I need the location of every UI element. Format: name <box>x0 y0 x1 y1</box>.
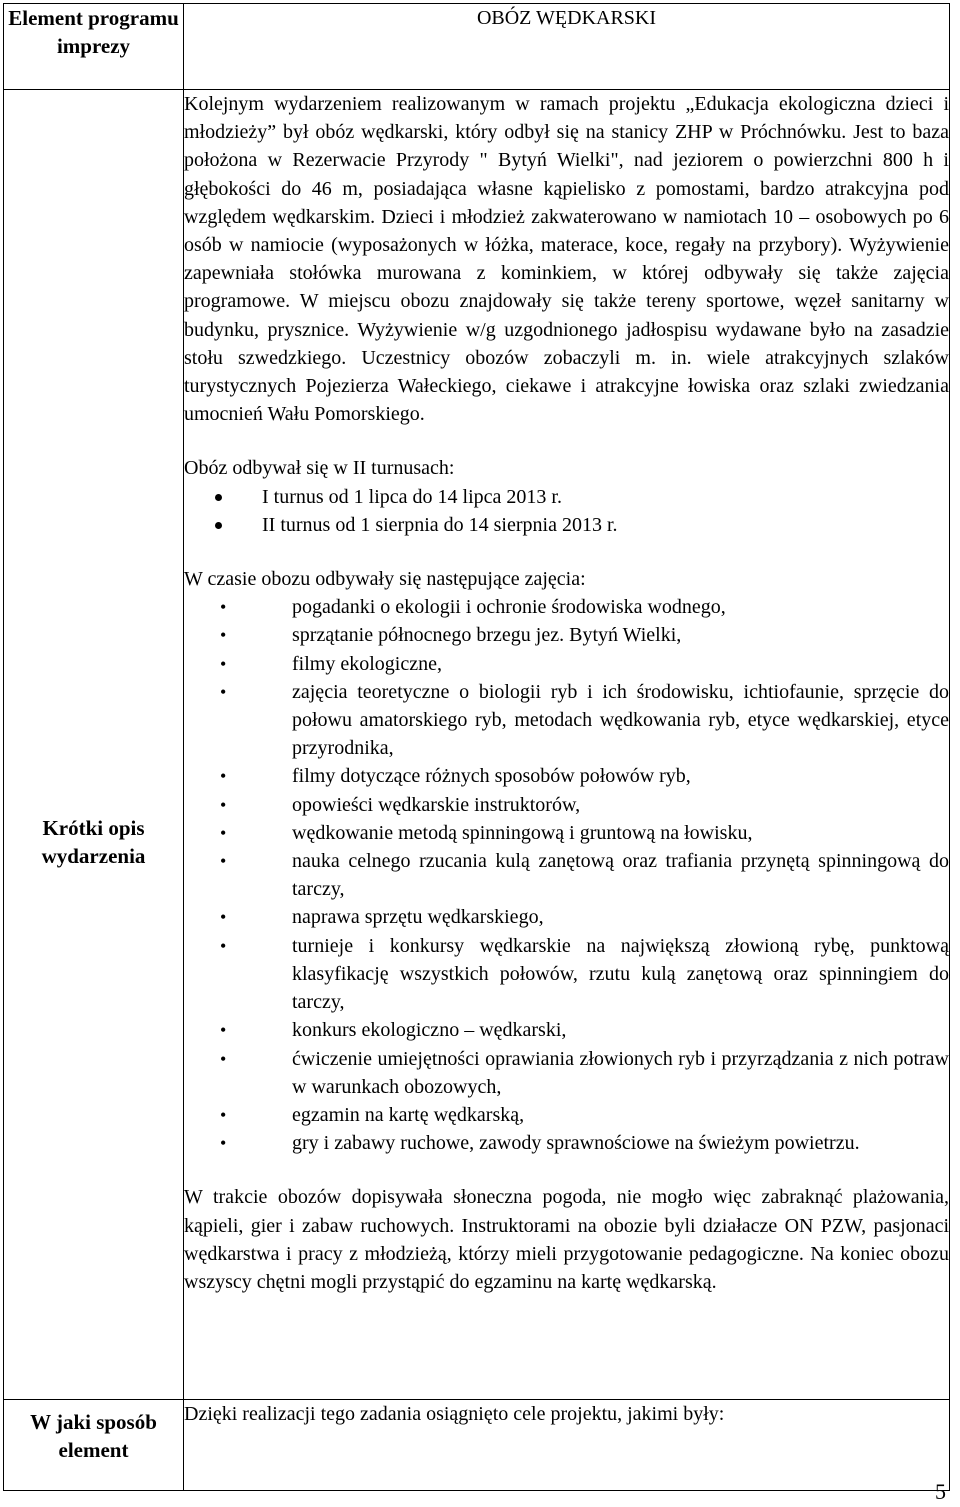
list-item: • zajęcia teoretyczne o biologii ryb i ich środowisku, ichtiofaunie, sprzęcie do połowu amatorskiego ryb, metodach wędkowania ryb, etyce wędkarskiej, etyce przyrodnika, <box>184 678 949 763</box>
list-item: • pogadanki o ekologii i ochronie środowiska wodnego, <box>184 593 949 621</box>
header-row <box>4 4 950 90</box>
list-item: • egzamin na kartę wędkarską, <box>184 1101 949 1129</box>
list-item: • wędkowanie metodą spinningową i gruntową na łowisku, <box>184 819 949 847</box>
description-content <box>184 90 950 1400</box>
list-item: • ćwiczenie umiejętności oprawiania złowionych ryb i przyrządzania z nich potraw w warunkach obozowych, <box>184 1045 949 1101</box>
list-item: • turnieje i konkursy wędkarskie na największą złowioną rybę, punktową klasyfikację wszystkich połowów, rzutu kulą zanętową oraz spinningiem do tarczy, <box>184 932 949 1017</box>
list-item: • nauka celnego rzucania kulą zanętową oraz trafiania przynętą spinningową do tarczy, <box>184 847 949 903</box>
page-title: OBÓZ WĘDKARSKI <box>476 7 657 29</box>
list-item: • gry i zabawy ruchowe, zawody sprawnościowe na świeżym powietrzu. <box>184 1129 949 1157</box>
description-row <box>4 90 950 1400</box>
page-number: 5 <box>935 1479 946 1504</box>
goals-intro: Dzięki realizacji tego zadania osiągnięto cele projektu, jakimi były: <box>184 1403 725 1425</box>
list-item: • filmy ekologiczne, <box>184 650 949 678</box>
how-row <box>4 1400 950 1491</box>
list-item: I turnus od 1 lipca do 14 lipca 2013 r. <box>184 483 949 511</box>
description-label: Krótki opis wydarzenia <box>41 816 146 868</box>
list-item: • filmy dotyczące różnych sposobów połowów ryb, <box>184 762 949 790</box>
header-label-cell <box>4 4 184 90</box>
turns-list <box>184 483 949 539</box>
description-label-cell <box>4 90 184 1400</box>
how-label-cell <box>4 1400 184 1491</box>
activities-list <box>184 593 949 1157</box>
how-label: W jaki sposób element <box>30 1410 157 1462</box>
closing-paragraph: W trakcie obozów dopisywała słoneczna pogoda, nie mogło więc zabraknąć plażowania, kąpieli, gier i zabaw ruchowych. Instruktorami na obozie byli działacze ON PZW, pasjonaci wędkarstwa i pracy z młodzieżą, którzy mieli przygotowanie pedagogiczne. Na koniec obozu wszyscy chętni mogli przystąpić do egzaminu na kartę wędkarską. <box>184 1186 949 1293</box>
activities-intro: W czasie obozu odbywały się następujące zajęcia: <box>184 568 586 591</box>
header-label: Element programu imprezy <box>8 6 179 58</box>
how-content <box>184 1400 950 1491</box>
event-table <box>3 3 950 1491</box>
list-item: • sprzątanie północnego brzegu jez. Bytyń Wielki, <box>184 621 949 649</box>
list-item: II turnus od 1 sierpnia do 14 sierpnia 2013 r. <box>184 511 949 539</box>
intro-paragraph: Kolejnym wydarzeniem realizowanym w ramach projektu „Edukacja ekologiczna dzieci i młodzieży” był obóz wędkarski, który odbył się na stanicy ZHP w Próchnówku. Jest to baza położona w Rezerwacie Przyrody " Bytyń Wielki", nad jeziorem o powierzchni 800 h i głębokości do 46 m, posiadająca własne kąpielisko z pomostami, bardzo atrakcyjna pod względem wędkarskim. Dzieci i młodzież zakwaterowano w namiotach 10 – osobowych po 6 osób w namiocie (wyposażonych w łóżka, materace, koce, regały na przybory). Wyżywienie zapewniała stołówka murowana z kominkiem, w której odbywały się także zajęcia programowe. W miejscu obozu znajdowały się także tereny sportowe, węzeł sanitarny w budynku, prysznice. Wyżywienie w/g uzgodnionego jadłospisu wydawane było na zasadzie stołu szwedzkiego. Uczestnicy obozów zobaczyli m. in. wiele atrakcyjnych szlaków turystycznych Pojezierza Wałeckiego, ciekawe i atrakcyjne łowiska oraz szlaki zwiedzania umocnień Wału Pomorskiego. <box>184 93 949 426</box>
list-item: • naprawa sprzętu wędkarskiego, <box>184 903 949 931</box>
list-item: • opowieści wędkarskie instruktorów, <box>184 791 949 819</box>
list-item: • konkurs ekologiczno – wędkarski, <box>184 1016 949 1044</box>
turns-intro: Obóz odbywał się w II turnusach: <box>184 457 455 480</box>
header-title-cell <box>184 4 950 90</box>
